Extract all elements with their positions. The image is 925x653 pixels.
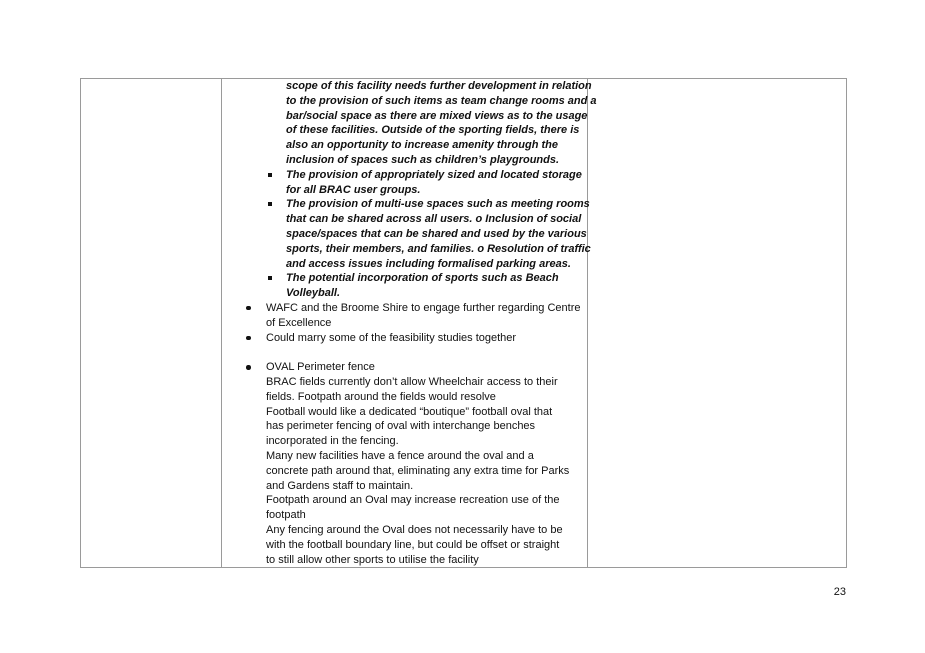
text-line: bar/social space as there are mixed views as to the usage [286, 109, 588, 122]
list-item [221, 301, 587, 316]
text-line: incorporated in the fencing. [266, 435, 399, 448]
text-line: Many new facilities have a fence around the oval and a [266, 449, 534, 462]
text-line: Football would like a dedicated “boutique” football oval that [266, 405, 553, 418]
spacer [221, 345, 587, 360]
text-line: of Excellence [266, 316, 332, 329]
text-line: also an opportunity to increase amenity through the [286, 139, 558, 152]
text-line: and Gardens staff to maintain. [266, 479, 414, 492]
text-line: space/spaces that can be shared and used by the various [286, 227, 587, 240]
text-line: fields. Footpath around the fields would resolve [266, 390, 496, 403]
list-item [221, 360, 587, 375]
text-line: BRAC fields currently don’t allow Wheelchair access to their [266, 375, 558, 388]
text-line: Footpath around an Oval may increase recreation use of the [266, 494, 560, 507]
text-line: that can be shared across all users. o Inclusion of social [286, 213, 582, 226]
text-line: scope of this facility needs further development in relation [286, 80, 592, 92]
list-item-heading: OVAL Perimeter fence [266, 361, 375, 374]
text-line: and access issues including formalised parking areas. [286, 257, 571, 270]
text-line: for all BRAC user groups. [286, 183, 421, 196]
table-cell-left [81, 79, 222, 567]
sub-list-item [221, 271, 587, 286]
minutes-table [80, 78, 847, 568]
text-line: concrete path around that, eliminating any extra time for Parks [266, 464, 570, 477]
bullet-icon [246, 365, 251, 370]
text-line: Volleyball. [286, 287, 341, 300]
text-line: Any fencing around the Oval does not necessarily have to be [266, 523, 563, 536]
bullet-icon [246, 306, 251, 311]
bullet-icon [246, 336, 251, 341]
text-line: The provision of appropriately sized and located storage [286, 168, 582, 181]
text-line: footpath [266, 509, 306, 522]
text-line: inclusion of spaces such as children’s playgrounds. [286, 153, 560, 166]
text-line: sports, their members, and families. o Resolution of traffic [286, 242, 591, 255]
text-line: The provision of multi-use spaces such as meeting rooms [286, 198, 590, 211]
text-line: Could marry some of the feasibility studies together [266, 331, 517, 344]
table-cell-notes [221, 79, 597, 567]
list-item [221, 331, 587, 346]
page-number: 23 [833, 586, 846, 598]
text-line: to the provision of such items as team change rooms and a [286, 94, 597, 107]
sub-list-item [221, 168, 587, 183]
text-line: The potential incorporation of sports such as Beach [286, 272, 559, 285]
table-cell-right [588, 79, 846, 567]
text-line: to still allow other sports to utilise the facility [266, 553, 479, 566]
text-line: of these facilities. Outside of the sporting fields, there is [286, 124, 580, 137]
notes-content [221, 79, 597, 567]
square-bullet-icon [268, 202, 272, 206]
square-bullet-icon [268, 173, 272, 177]
square-bullet-icon [268, 276, 272, 280]
text-line: with the football boundary line, but could be offset or straight [266, 538, 560, 551]
text-line: WAFC and the Broome Shire to engage further regarding Centre [266, 301, 581, 314]
text-line: has perimeter fencing of oval with interchange benches [266, 420, 536, 433]
sub-list-item [221, 197, 590, 212]
